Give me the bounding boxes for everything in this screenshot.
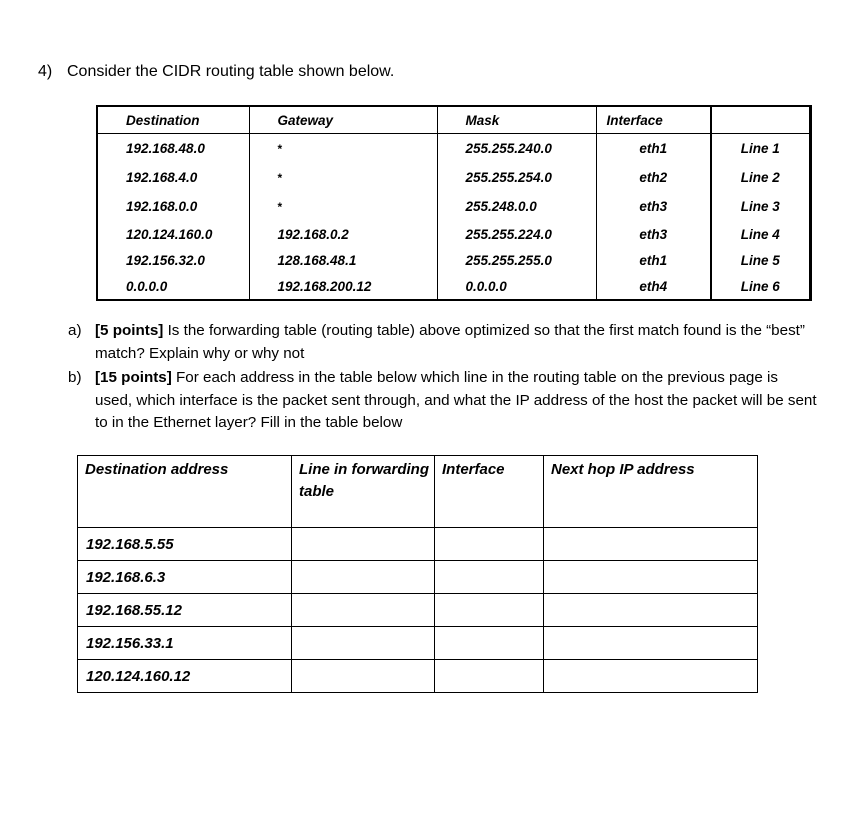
interface-cell: eth3 [596,221,711,247]
interface-cell: eth4 [596,273,711,300]
interface-cell: eth1 [596,134,711,164]
mask-cell: 0.0.0.0 [437,273,596,300]
mask-cell: 255.255.254.0 [437,163,596,192]
answer-table [77,455,758,693]
header-line [711,106,810,134]
answer-table-header [78,456,758,528]
interface-answer-cell[interactable] [435,528,544,561]
destination-cell: 0.0.0.0 [126,278,168,294]
line-answer-cell[interactable] [292,561,435,594]
line-cell: Line 2 [711,163,810,192]
line-cell: Line 4 [711,221,810,247]
table-row [97,247,810,273]
table-row [78,561,758,594]
subquestion-a-text: Is the forwarding table (routing table) above optimized so that the first match found is the “best” match? Explain why or why not [95,322,805,362]
header-mask: Mask [437,106,596,134]
subquestion-b [68,367,818,435]
line-cell: Line 3 [711,192,810,221]
mask-cell: 255.255.240.0 [437,134,596,164]
line-cell: Line 5 [711,247,810,273]
line-answer-cell[interactable] [292,528,435,561]
line-answer-cell[interactable] [292,627,435,660]
subquestion-b-text: For each address in the table below which line in the routing table on the previous page is used, which interface is the packet sent through, and what the IP address of the host the packet will be sent to in the Ethernet layer? Fill in the table below [95,369,817,431]
table-row [97,192,810,221]
destination-cell: 120.124.160.0 [126,226,213,242]
next-hop-answer-cell[interactable] [544,528,758,561]
destination-address-cell: 192.168.55.12 [78,594,292,627]
header-destination-address: Destination address [78,456,292,528]
header-next-hop-ip: Next hop IP address [544,456,758,528]
subquestion-a [68,320,818,365]
next-hop-answer-cell[interactable] [544,594,758,627]
line-answer-cell[interactable] [292,660,435,693]
gateway-cell: 192.168.200.12 [249,273,437,300]
destination-cell: 192.156.32.0 [126,252,205,268]
table-row [97,163,810,192]
next-hop-answer-cell[interactable] [544,627,758,660]
subquestion-a-label: a) [68,322,82,339]
table-row [78,528,758,561]
routing-table-header [97,106,810,134]
destination-address-cell: 192.168.5.55 [78,528,292,561]
destination-cell: 192.168.48.0 [126,141,205,156]
header-interface: Interface [435,456,544,528]
interface-answer-cell[interactable] [435,627,544,660]
interface-answer-cell[interactable] [435,660,544,693]
question-text: Consider the CIDR routing table shown below. [67,63,395,80]
header-destination: Destination [97,106,249,134]
table-row [97,221,810,247]
destination-address-cell: 120.124.160.12 [78,660,292,693]
destination-cell: 192.168.4.0 [126,170,198,185]
subquestion-b-points: [15 points] [95,369,172,386]
gateway-cell: * [249,163,437,192]
interface-cell: eth2 [596,163,711,192]
mask-cell: 255.248.0.0 [437,192,596,221]
gateway-cell: 128.168.48.1 [249,247,437,273]
interface-cell: eth1 [596,247,711,273]
header-interface: Interface [596,106,711,134]
table-row [97,134,810,164]
interface-cell: eth3 [596,192,711,221]
line-cell: Line 1 [711,134,810,164]
destination-address-cell: 192.168.6.3 [78,561,292,594]
gateway-cell: * [249,134,437,164]
mask-cell: 255.255.224.0 [437,221,596,247]
subquestion-a-points: [5 points] [95,322,164,339]
table-row [78,594,758,627]
question-title [38,63,394,81]
gateway-cell: 192.168.0.2 [249,221,437,247]
interface-answer-cell[interactable] [435,594,544,627]
question-number: 4) [38,63,53,80]
routing-table [96,105,812,301]
mask-cell: 255.255.255.0 [437,247,596,273]
next-hop-answer-cell[interactable] [544,660,758,693]
header-line-in-forwarding-table: Line in forwarding table [292,456,435,528]
line-answer-cell[interactable] [292,594,435,627]
table-row [97,273,810,300]
next-hop-answer-cell[interactable] [544,561,758,594]
subquestion-b-label: b) [68,369,82,386]
table-row [78,627,758,660]
line-cell: Line 6 [711,273,810,300]
gateway-cell: * [249,192,437,221]
destination-address-cell: 192.156.33.1 [78,627,292,660]
destination-cell: 192.168.0.0 [126,199,198,214]
interface-answer-cell[interactable] [435,561,544,594]
table-row [78,660,758,693]
header-gateway: Gateway [249,106,437,134]
